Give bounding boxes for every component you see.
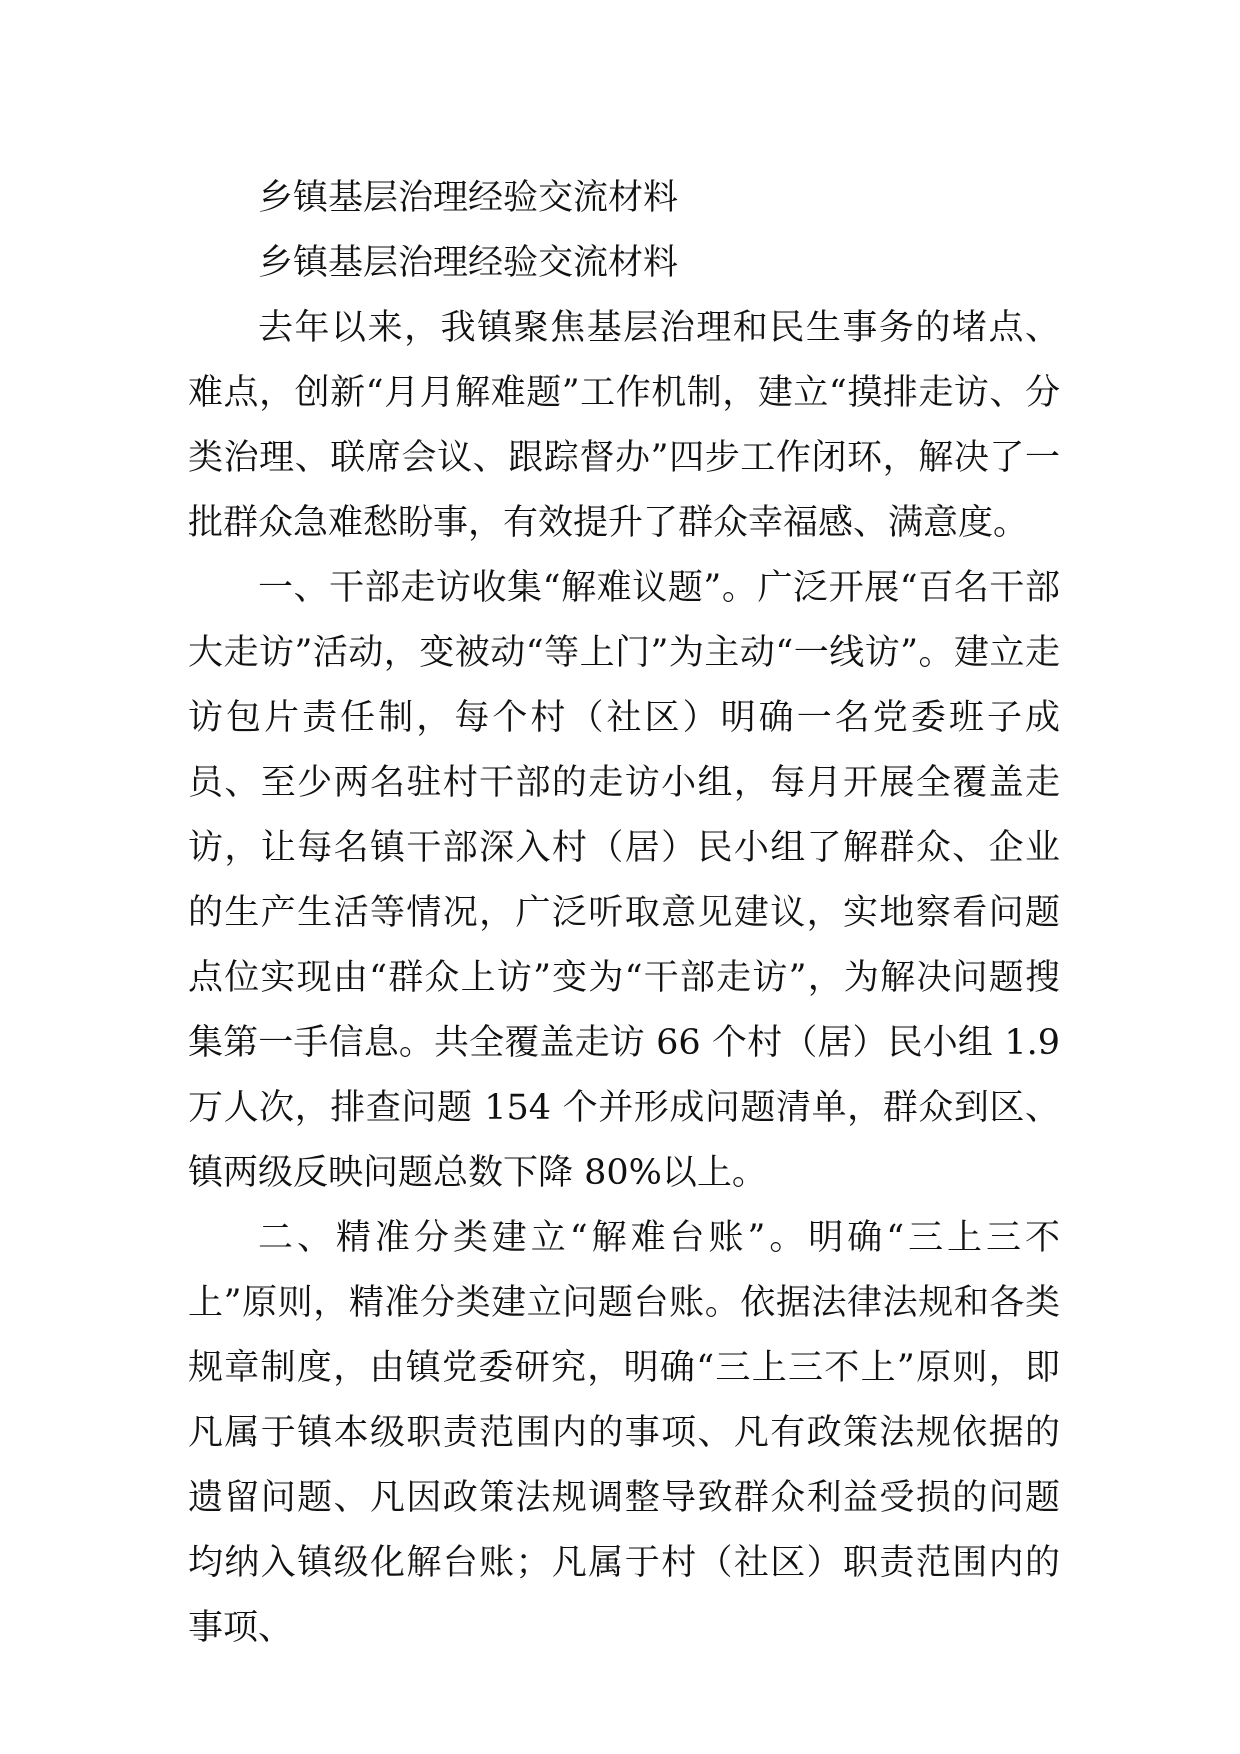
paragraph-intro: 去年以来，我镇聚焦基层治理和民生事务的堵点、难点，创新“月月解难题”工作机制，建立“摸排走访、分类治理、联席会议、跟踪督办”四步工作闭环，解决了一批群众急难愁盼事，有效提升了群众幸福感、满意度。: [188, 308, 1060, 543]
paragraph-section-2: 二、精准分类建立“解难台账”。明确“三上三不上”原则，精准分类建立问题台账。依据法律法规和各类规章制度，由镇党委研究，明确“三上三不上”原则，即凡属于镇本级职责范围内的事项、凡有政策法规依据的遗留问题、凡因政策法规调整导致群众利益受损的问题均纳入镇级化解台账；凡属于村（社区）职责范围内的事项、: [188, 1218, 1060, 1648]
document-title: 乡镇基层治理经验交流材料: [258, 178, 679, 218]
document-body: [188, 166, 1060, 1661]
document-subtitle: 乡镇基层治理经验交流材料: [258, 243, 679, 283]
paragraph-section-1: 一、干部走访收集“解难议题”。广泛开展“百名干部大走访”活动，变被动“等上门”为主动“一线访”。建立走访包片责任制，每个村（社区）明确一名党委班子成员、至少两名驻村干部的走访小组，每月开展全覆盖走访，让每名镇干部深入村（居）民小组了解群众、企业的生产生活等情况，广泛听取意见建议，实地察看问题点位实现由“群众上访”变为“干部走访”，为解决问题搜集第一手信息。共全覆盖走访 66 个村（居）民小组 1.9 万人次，排查问题 154 个并形成问题清单，群众到区、镇两级反映问题总数下降 80%以上。: [188, 568, 1060, 1193]
